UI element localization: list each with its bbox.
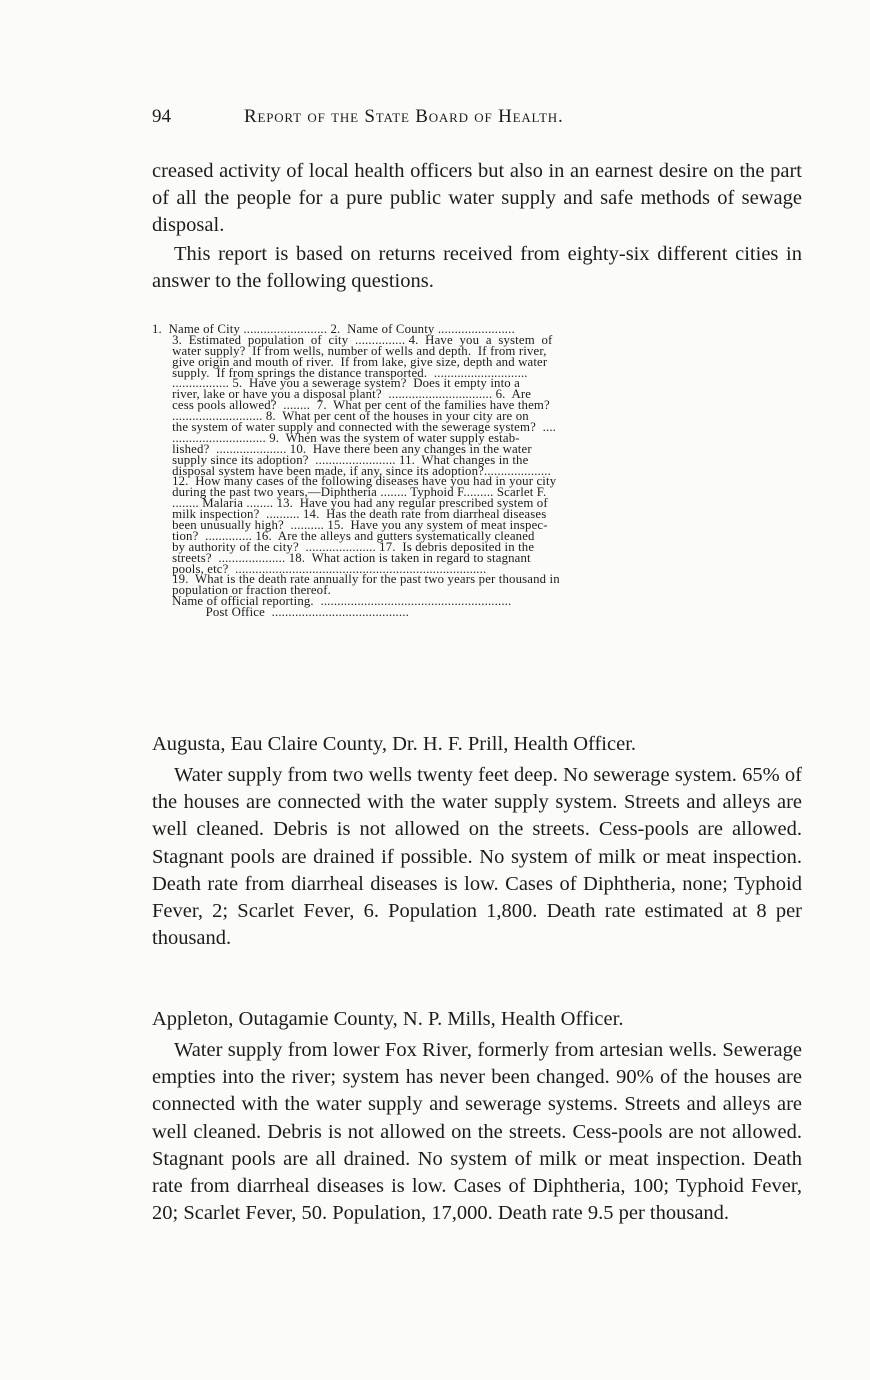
questionnaire-line: been unusually high? .......... 15. Have you any system of meat inspec-	[152, 518, 548, 533]
questionnaire-line: milk inspection? .......... 14. Has the death rate from diarrheal diseases	[152, 507, 547, 522]
questionnaire-line: ............................ 9. When was the system of water supply estab-	[152, 430, 520, 445]
entry-body-augusta: Water supply from two wells twenty feet deep. No sewerage system. 65% of the houses are connected with the water supply system. Streets and alleys are well cleaned. Debris is not allowed on the streets. Cess-pools are allowed. Stagnant pools are drained if possible. No system of milk or meat inspection. Death rate from diarrheal diseases is low. Cases of Diphtheria, none; Typhoid Fever, 2; Scarlet Fever, 6. Population 1,800. Death rate estimated at 8 per thousand.	[152, 764, 802, 950]
entry-heading-appleton: Appleton, Outagamie County, N. P. Mills, Health Officer.	[152, 1008, 624, 1030]
questionnaire-line: cess pools allowed? ........ 7. What per cent of the families have them?	[152, 398, 550, 413]
questionnaire-line: ........................... 8. What per cent of the houses in your city are on	[152, 409, 529, 424]
questionnaire-line: disposal system have been made, if any, since its adoption?....................	[152, 463, 551, 478]
intro-paragraph: This report is based on returns received from eighty-six different cities in answer to the following questions.	[152, 243, 802, 293]
questionnaire-line: 19. What is the death rate annually for the past two years per thousand in	[152, 572, 560, 587]
questionnaire-line: 12. How many cases of the following diseases have you had in your city	[152, 474, 557, 489]
questionnaire-line: lished? ..................... 10. Have there been any changes in the water	[152, 441, 532, 456]
questionnaire-line: tion? .............. 16. Are the alleys and gutters systematically cleaned	[152, 528, 535, 543]
questionnaire-line: supply since its adoption? ........................ 11. What changes in the	[152, 452, 529, 467]
entry-heading-augusta: Augusta, Eau Claire County, Dr. H. F. Prill, Health Officer.	[152, 733, 637, 755]
questionnaire-line: pools, etc? ...........................................................................	[152, 561, 487, 576]
questionnaire-line: supply. If from springs the distance transported. ............................	[152, 365, 528, 380]
questionnaire-line: 3. Estimated population of city ............... 4. Have you a system of	[152, 332, 553, 347]
questionnaire	[152, 324, 802, 618]
questionnaire-line: ................. 5. Have you a sewerage system? Does it empty into a	[152, 376, 521, 391]
page-header	[152, 106, 802, 136]
questionnaire-line: streets? .................... 18. What action is taken in regard to stagnant	[152, 550, 531, 565]
questionnaire-line: Name of official reporting. .........................................................	[152, 594, 512, 609]
questionnaire-line: the system of water supply and connected with the sewerage system? ....	[152, 420, 557, 435]
running-title: Report of the State Board of Health.	[244, 106, 564, 127]
questionnaire-line: population or fraction thereof.	[152, 583, 331, 598]
questionnaire-line: ........ Malaria ........ 13. Have you had any regular prescribed system of	[152, 496, 548, 511]
intro-continuation: creased activity of local health officers but also in an earnest desire on the part of all the people for a pure public water supply and safe methods of sewage disposal.	[152, 160, 802, 237]
questionnaire-line: give origin and mouth of river. If from lake, give size, depth and water	[152, 354, 548, 369]
questionnaire-line: 1. Name of City ......................... 2. Name of County .......................	[152, 322, 515, 336]
questionnaire-line: river, lake or have you a disposal plant? ............................... 6. Are	[152, 387, 532, 402]
questionnaire-line: Post Office .........................................	[152, 605, 409, 620]
questionnaire-line: water supply? If from wells, number of wells and depth. If from river,	[152, 343, 547, 358]
questionnaire-line: during the past two years,—Diphtheria ........ Typhoid F......... Scarlet F.	[152, 485, 547, 500]
questionnaire-line: by authority of the city? ..................... 17. Is debris deposited in the	[152, 539, 535, 554]
entry-body-appleton: Water supply from lower Fox River, formerly from artesian wells. Sewerage empties into the river; system has never been changed. 90% of the houses are connected with the water supply and sewerage systems. Streets and alleys are well cleaned. Debris is not allowed on the streets. Cess-pools are not allowed. Stagnant pools are all drained. No system of milk or meat inspection. Death rate from diarrheal diseases is low. Cases of Diphtheria, 100; Typhoid Fever, 20; Scarlet Fever, 50. Population, 17,000. Death rate 9.5 per thousand.	[152, 1039, 802, 1225]
page-number: 94	[152, 106, 171, 127]
